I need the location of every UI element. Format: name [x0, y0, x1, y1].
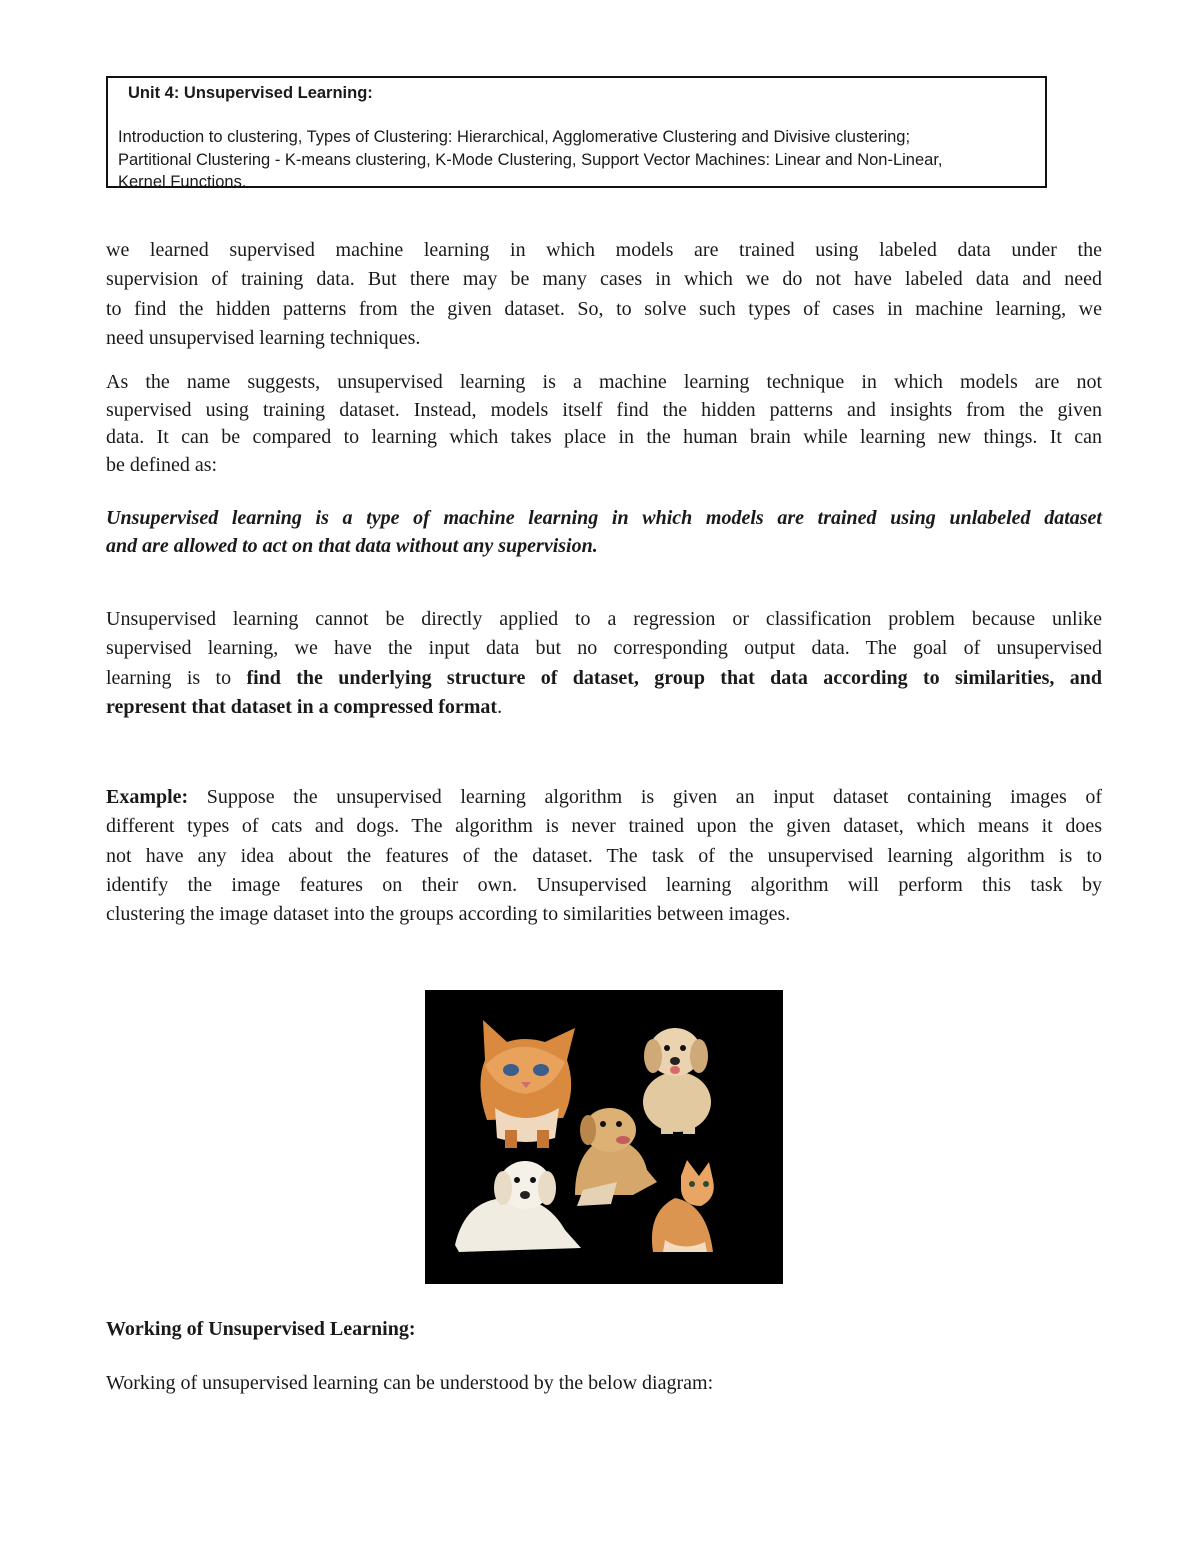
text-line: to find the hidden patterns from the given dataset. So, to solve such types of cases in machine learning, we	[106, 297, 1102, 320]
text-line: be defined as:	[106, 453, 218, 476]
topic-line: Partitional Clustering - K-means clustering, K-Mode Clustering, Support Vector Machines: Linear and Non-Linear,	[118, 150, 943, 169]
text-line: supervision of training data. But there may be many cases in which we do not have labeled data and need	[106, 268, 1102, 291]
emphasis-text: find the underlying structure of dataset, group that data according to similarities, and	[246, 666, 1102, 689]
text-line: As the name suggests, unsupervised learning is a machine learning technique in which models are not	[106, 371, 1102, 393]
example-label: Example:	[106, 786, 189, 808]
topic-line: Kernel Functions.	[118, 173, 247, 191]
cats-and-dogs-image	[425, 990, 783, 1284]
text-line: identify the image features on their own. Unsupervised learning algorithm will perform this task by	[106, 873, 1102, 896]
text-line: not have any idea about the features of the dataset. The task of the unsupervised learning algorithm is to	[106, 844, 1102, 867]
text-line: we learned supervised machine learning in which models are trained using labeled data under the	[106, 239, 1102, 261]
text-line: supervised learning, we have the input data but no corresponding output data. The goal of unsupervised	[106, 637, 1102, 660]
puppy-illustration	[643, 1028, 711, 1134]
text-line: and are allowed to act on that data without any supervision.	[106, 535, 598, 557]
text-run: .	[497, 695, 503, 718]
unit-syllabus-box	[106, 76, 1047, 191]
text-line	[106, 664, 1102, 693]
goal-paragraph	[106, 605, 1102, 722]
text-line: supervised using training dataset. Instead, models itself find the hidden patterns and insights from the given	[106, 398, 1102, 421]
topic-line: Introduction to clustering, Types of Clustering: Hierarchical, Agglomerative Clustering and Divisive clustering;	[118, 128, 911, 146]
definition-text	[106, 504, 1102, 560]
definition-intro-paragraph	[106, 369, 1102, 479]
emphasis-text: represent that dataset in a compressed format	[106, 695, 498, 718]
closing-text: Working of unsupervised learning can be understood by the below diagram:	[106, 1372, 714, 1394]
intro-paragraph	[106, 236, 1102, 353]
text-line: clustering the image dataset into the groups according to similarities between images.	[106, 903, 791, 926]
text-line	[106, 783, 1102, 812]
example-paragraph	[106, 783, 1102, 929]
unit-topics	[118, 126, 1038, 194]
text-line: need unsupervised learning techniques.	[106, 326, 421, 349]
unit-title: Unit 4: Unsupervised Learning:	[128, 84, 373, 102]
section-heading: Working of Unsupervised Learning:	[106, 1318, 416, 1340]
text-line	[106, 693, 1102, 722]
text-run: learning is to	[106, 666, 247, 689]
cats-and-dogs-illustration	[425, 990, 783, 1284]
text-run: Suppose the unsupervised learning algorithm is given an input dataset containing images of	[188, 786, 1102, 808]
text-line: Unsupervised learning is a type of machine learning in which models are trained using unlabeled dataset	[106, 507, 1102, 529]
text-line: Unsupervised learning cannot be directly applied to a regression or classification problem because unlike	[106, 608, 1102, 630]
text-line: data. It can be compared to learning which takes place in the human brain while learning new things. It can	[106, 426, 1102, 448]
text-line: different types of cats and dogs. The algorithm is never trained upon the given dataset, which means it does	[106, 815, 1102, 838]
